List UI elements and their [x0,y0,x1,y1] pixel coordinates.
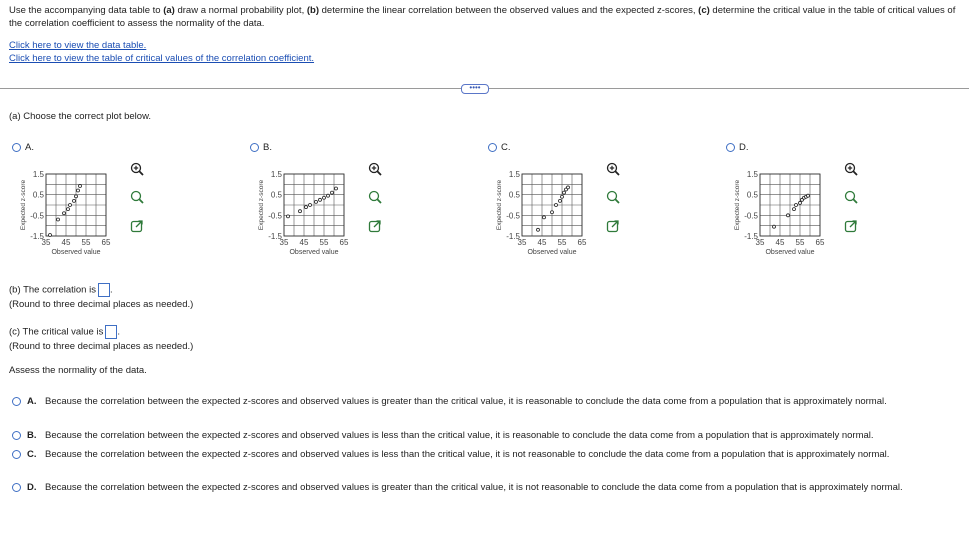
radio-button[interactable] [12,397,21,406]
option-letter: A. [25,142,34,153]
normal-probability-plot [488,162,600,274]
y-tick-label: 0.5 [270,190,282,200]
open-new-window-icon[interactable] [844,219,858,233]
normal-probability-plot [12,162,124,274]
magnifier-icon[interactable] [368,190,382,204]
data-point [799,201,802,204]
part-c-prompt: (c) The critical value is [9,326,104,338]
y-tick-label: 1.5 [270,170,282,179]
part-b-hint: (Round to three decimal places as needed.) [9,299,194,310]
data-point [319,198,322,201]
data-point [561,195,564,198]
data-point [327,194,330,197]
plot-option-header[interactable] [726,142,876,153]
data-point [49,233,52,236]
y-axis-label: Expected z-score [20,179,27,231]
x-tick-label: 55 [319,238,329,247]
data-table-link[interactable]: Click here to view the data table. [9,40,147,51]
x-tick-label: 65 [577,238,587,247]
y-tick-label: -0.5 [30,211,44,221]
x-axis-label: Observed value [765,249,815,256]
y-tick-label: 1.5 [746,170,758,179]
data-point [543,216,546,219]
data-point [567,186,570,189]
magnifier-icon[interactable] [130,190,144,204]
data-point [537,228,540,231]
plot-option-c[interactable] [488,142,638,267]
option-letter: D. [739,142,749,153]
intro-tag-a: (a) [163,5,175,16]
data-point [315,200,318,203]
magnifier-icon[interactable] [606,190,620,204]
question-instructions [9,4,964,30]
data-point [551,211,554,214]
y-tick-label: -0.5 [744,211,758,221]
open-new-window-icon[interactable] [368,219,382,233]
x-tick-label: 65 [339,238,349,247]
y-tick-label: 0.5 [508,190,520,200]
part-b-period: . [109,284,113,296]
data-point [75,195,78,198]
part-c-line [9,325,120,339]
part-c-period: . [117,326,120,338]
option-text: Because the correlation between the expected z-scores and observed values is greater than the critical value, it is not reasonable to conclude the data come from a population that is approximately normal. [45,482,903,493]
y-tick-label: 1.5 [32,170,44,179]
option-text: Because the correlation between the expected z-scores and observed values is greater than the critical value, it is reasonable to conclude the data come from a population that is approximately normal. [45,396,887,407]
radio-button[interactable] [12,483,21,492]
data-point [795,204,798,207]
intro-text-4: determine the critical value in the table of critical values of the correlation coefficient to assess the normality of the data. [9,5,956,29]
radio-button[interactable] [726,143,735,152]
part-b-line [9,283,113,297]
radio-button[interactable] [12,450,21,459]
x-tick-label: 65 [101,238,111,247]
data-point [63,212,66,215]
data-point [287,215,290,218]
assess-prompt: Assess the normality of the data. [9,365,147,376]
part-a-prompt: (a) Choose the correct plot below. [9,111,152,122]
zoom-in-icon[interactable] [606,162,620,176]
y-axis-label: Expected z-score [496,179,503,231]
option-letter: B. [27,430,37,441]
intro-text-2: draw a normal probability plot, [174,5,307,16]
data-point [335,187,338,190]
y-tick-label: 1.5 [508,170,520,179]
part-c-hint: (Round to three decimal places as needed.) [9,341,194,352]
data-point [299,210,302,213]
data-point [773,225,776,228]
open-new-window-icon[interactable] [606,219,620,233]
option-letter: C. [501,142,511,153]
plot-option-header[interactable] [12,142,162,153]
y-tick-label: -1.5 [506,232,520,241]
option-text: Because the correlation between the expected z-scores and observed values is less than the critical value, it is reasonable to conclude the data come from a population that is approximately normal. [45,430,874,441]
normal-probability-plot [250,162,362,274]
radio-button[interactable] [250,143,259,152]
y-tick-label: -0.5 [268,211,282,221]
intro-text-3: determine the linear correlation between the observed values and the expected z-scores, [319,5,699,16]
data-point [77,189,80,192]
radio-button[interactable] [12,143,21,152]
y-tick-label: -1.5 [268,232,282,241]
plot-option-b[interactable] [250,142,400,267]
plot-option-d[interactable] [726,142,876,267]
data-point [559,199,562,202]
x-tick-label: 45 [299,238,309,247]
data-point [555,204,558,207]
magnifier-icon[interactable] [844,190,858,204]
x-tick-label: 55 [557,238,567,247]
zoom-in-icon[interactable] [368,162,382,176]
intro-text-1: Use the accompanying data table to [9,5,164,16]
critical-values-link[interactable]: Click here to view the table of critical values of the correlation coefficient. [9,53,315,64]
data-point [331,191,334,194]
x-axis-label: Observed value [527,249,577,256]
data-point [787,214,790,217]
x-tick-label: 45 [61,238,71,247]
x-tick-label: 55 [795,238,805,247]
open-new-window-icon[interactable] [130,219,144,233]
plot-option-header[interactable] [250,142,400,153]
y-tick-label: -1.5 [744,232,758,241]
data-point [793,208,796,211]
y-tick-label: 0.5 [32,190,44,200]
x-axis-label: Observed value [51,249,101,256]
data-point [69,204,72,207]
data-point [323,196,326,199]
intro-tag-c: (c) [698,5,710,16]
option-letter: B. [263,142,272,153]
intro-tag-b: (b) [306,5,319,16]
data-point [73,199,76,202]
part-b-prompt: (b) The correlation is [9,284,96,296]
expand-more-button[interactable]: •••• [461,84,489,94]
data-point [309,204,312,207]
data-point [563,191,566,194]
critical-value-answer-input[interactable] [105,325,117,339]
x-tick-label: 35 [755,238,765,247]
x-axis-label: Observed value [289,249,339,256]
zoom-in-icon[interactable] [130,162,144,176]
option-letter: A. [27,396,37,407]
data-point [57,218,60,221]
option-text: Because the correlation between the expected z-scores and observed values is less than the critical value, it is not reasonable to conclude the data come from a population that is approximately normal. [45,449,890,460]
x-tick-label: 35 [279,238,289,247]
radio-button[interactable] [488,143,497,152]
correlation-answer-input[interactable] [98,283,110,297]
data-point [79,184,82,187]
y-axis-label: Expected z-score [734,179,741,231]
x-tick-label: 55 [81,238,91,247]
x-tick-label: 35 [517,238,527,247]
y-tick-label: 0.5 [746,190,758,200]
data-point [807,194,810,197]
option-letter: D. [27,482,37,493]
y-tick-label: -1.5 [30,232,44,241]
option-letter: C. [27,449,37,460]
x-tick-label: 35 [41,238,51,247]
data-point [305,206,308,209]
x-tick-label: 65 [815,238,825,247]
radio-button[interactable] [12,431,21,440]
y-axis-label: Expected z-score [258,179,265,231]
data-point [67,208,70,211]
zoom-in-icon[interactable] [844,162,858,176]
normal-probability-plot [726,162,838,274]
x-tick-label: 45 [537,238,547,247]
plot-option-a[interactable] [12,142,162,267]
x-tick-label: 45 [775,238,785,247]
y-tick-label: -0.5 [506,211,520,221]
plot-option-header[interactable] [488,142,638,153]
